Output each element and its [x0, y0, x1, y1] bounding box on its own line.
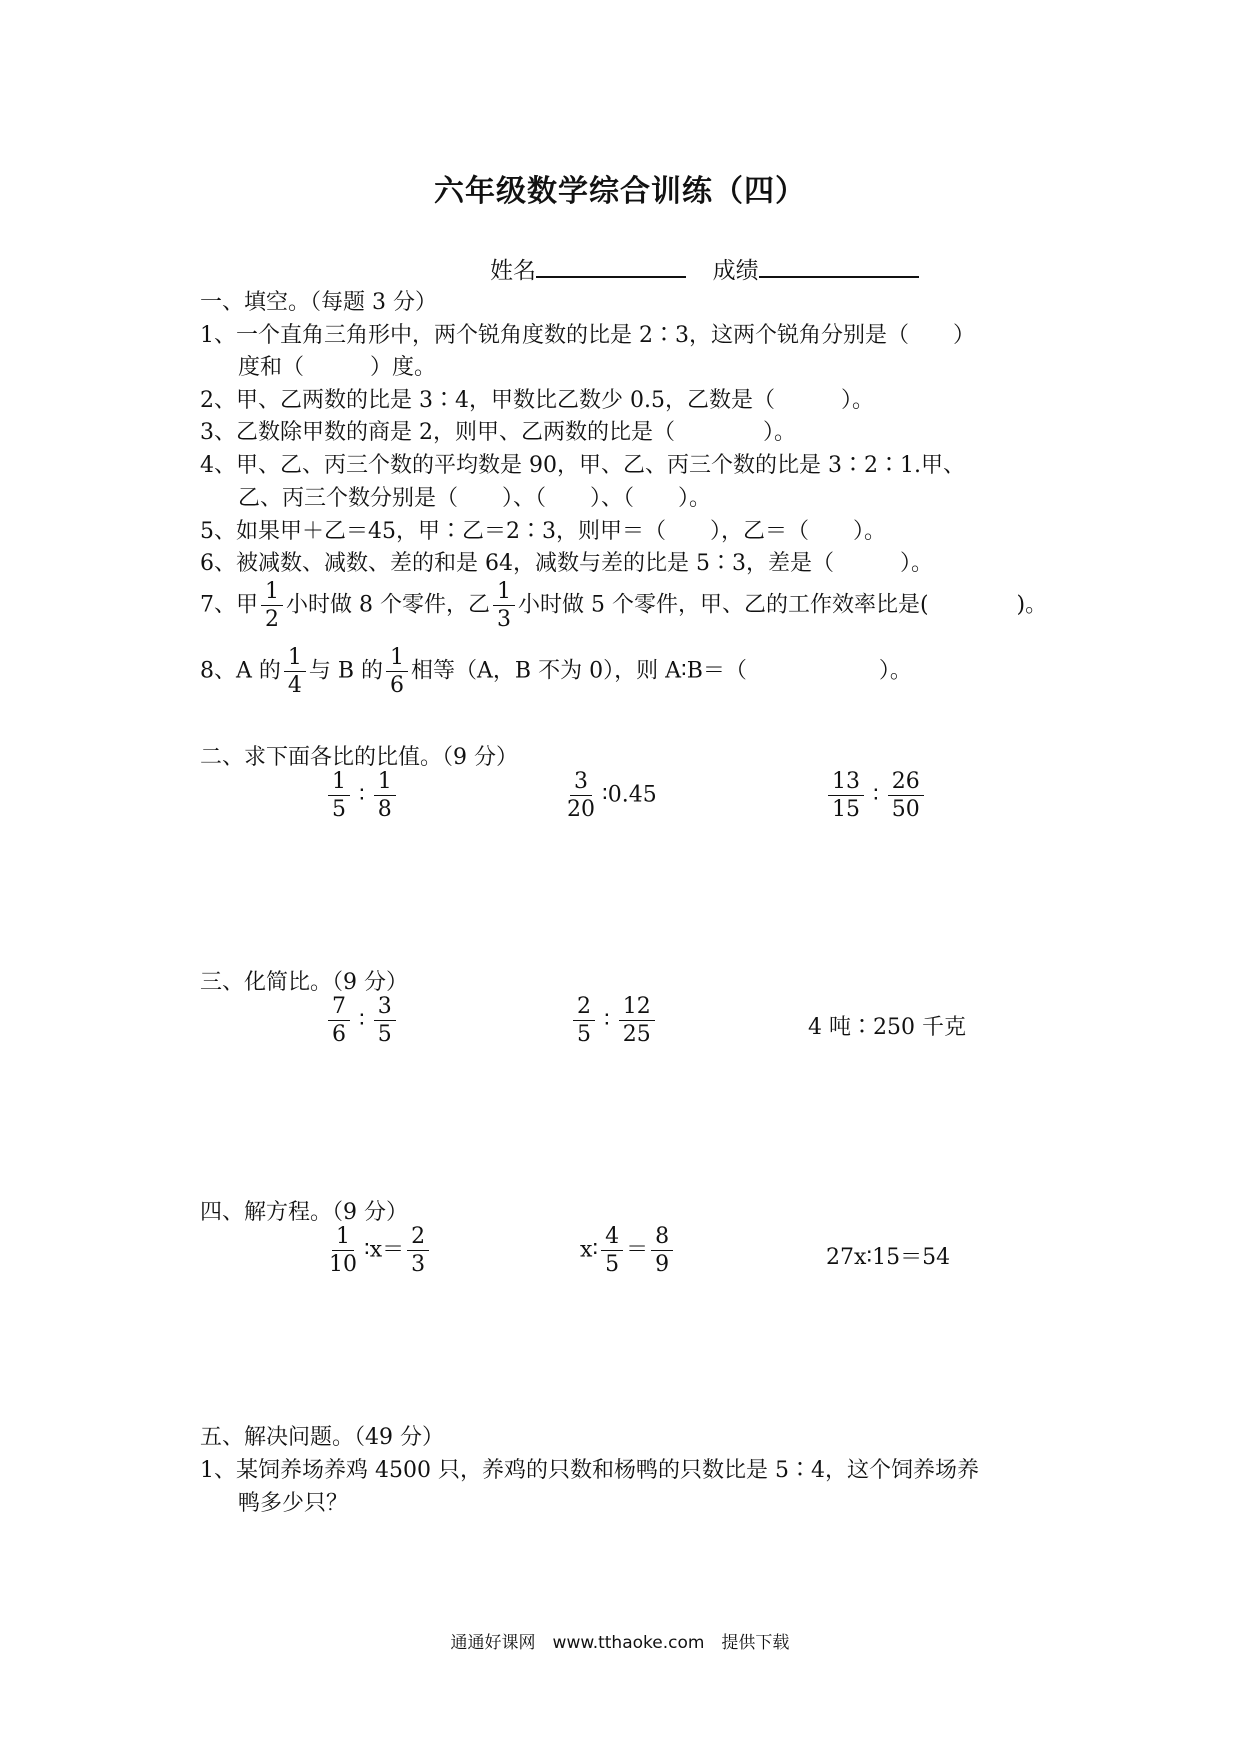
section-3-heading: 三、化简比。（9 分）	[200, 970, 408, 995]
equation-4-2: x∶ $\frac{4}{5}$ ＝ $\frac{8}{9}$	[580, 1225, 676, 1276]
q8-prefix: 8、A 的	[200, 658, 281, 684]
ratio-expression-3-2: $\frac{2}{5}$ ∶ $\frac{12}{25}$	[570, 995, 658, 1046]
q7-suffix: 小时做 5 个零件，甲、乙的工作效率比是( )。	[517, 592, 1048, 618]
section-5-heading: 五、解决问题。（49 分）	[200, 1425, 444, 1450]
page-title: 六年级数学综合训练（四）	[434, 174, 806, 209]
section-2-heading: 二、求下面各比的比值。（9 分）	[200, 745, 518, 770]
question-1-5: 5、如果甲＋乙＝45，甲∶乙＝2∶3，则甲＝（ ），乙＝（ ）。	[200, 519, 886, 544]
question-1-8	[200, 646, 912, 697]
section-4-heading: 四、解方程。（9 分）	[200, 1200, 408, 1225]
ratio-expression-2-3: $\frac{13}{15}$ ∶ $\frac{26}{50}$	[825, 770, 927, 821]
question-5-1: 1、某饲养场养鸡 4500 只，养鸡的只数和杨鸭的只数比是 5∶4，这个饲养场养	[200, 1458, 979, 1483]
fraction: $\frac{1}{2}$	[261, 580, 283, 631]
q8-mid: 与 B 的	[308, 658, 384, 684]
question-1-4-cont: 乙、丙三个数分别是（ ）、（ ）、（ ）。	[238, 486, 712, 511]
ratio-expression-3-1: $\frac{7}{6}$ ∶ $\frac{3}{5}$	[325, 995, 399, 1046]
ratio-expression-2-1: $\frac{1}{5}$ ∶ $\frac{1}{8}$	[325, 770, 399, 821]
section-1-heading: 一、填空。（每题 3 分）	[200, 290, 437, 315]
student-info-line	[490, 252, 919, 285]
q7-prefix: 7、甲	[200, 592, 258, 618]
question-1-2: 2、甲、乙两数的比是 3∶4，甲数比乙数少 0.5，乙数是（ ）。	[200, 388, 874, 413]
question-1-4: 4、甲、乙、丙三个数的平均数是 90，甲、乙、丙三个数的比是 3∶2∶1.甲、	[200, 453, 965, 478]
q7-mid: 小时做 8 个零件，乙	[286, 592, 490, 618]
equation-4-3: 27x∶15＝54	[826, 1245, 951, 1270]
question-1-1: 1、一个直角三角形中，两个锐角度数的比是 2∶3，这两个锐角分别是（ ）	[200, 323, 975, 348]
name-blank[interactable]	[536, 256, 686, 278]
name-label: 姓名	[490, 258, 536, 284]
ratio-expression-2-2: $\frac{3}{20}$ ∶0.45	[567, 769, 657, 823]
question-5-1-cont: 鸭多少只？	[238, 1491, 349, 1516]
ratio-expression-3-3: 4 吨∶250 千克	[808, 1015, 966, 1040]
question-1-6: 6、被减数、减数、差的和是 64，减数与差的比是 5∶3，差是（ ）。	[200, 551, 933, 576]
fraction: $\frac{1}{6}$	[386, 646, 408, 697]
fraction: $\frac{1}{3}$	[493, 580, 515, 631]
question-1-3: 3、乙数除甲数的商是 2，则甲、乙两数的比是（ ）。	[200, 420, 796, 445]
question-1-1-cont: 度和（ ）度。	[238, 355, 437, 380]
q8-suffix: 相等（A，B 不为 0），则 A∶B＝（ ）。	[411, 658, 912, 684]
score-blank[interactable]	[759, 256, 919, 278]
footer-credit: 通通好课网 www.tthaoke.com 提供下载	[450, 1633, 790, 1653]
fraction: $\frac{1}{4}$	[284, 646, 306, 697]
equation-4-1: $\frac{1}{10}$ ∶x＝ $\frac{2}{3}$	[322, 1225, 432, 1276]
question-1-7	[200, 580, 1047, 631]
score-label: 成绩	[712, 258, 759, 284]
